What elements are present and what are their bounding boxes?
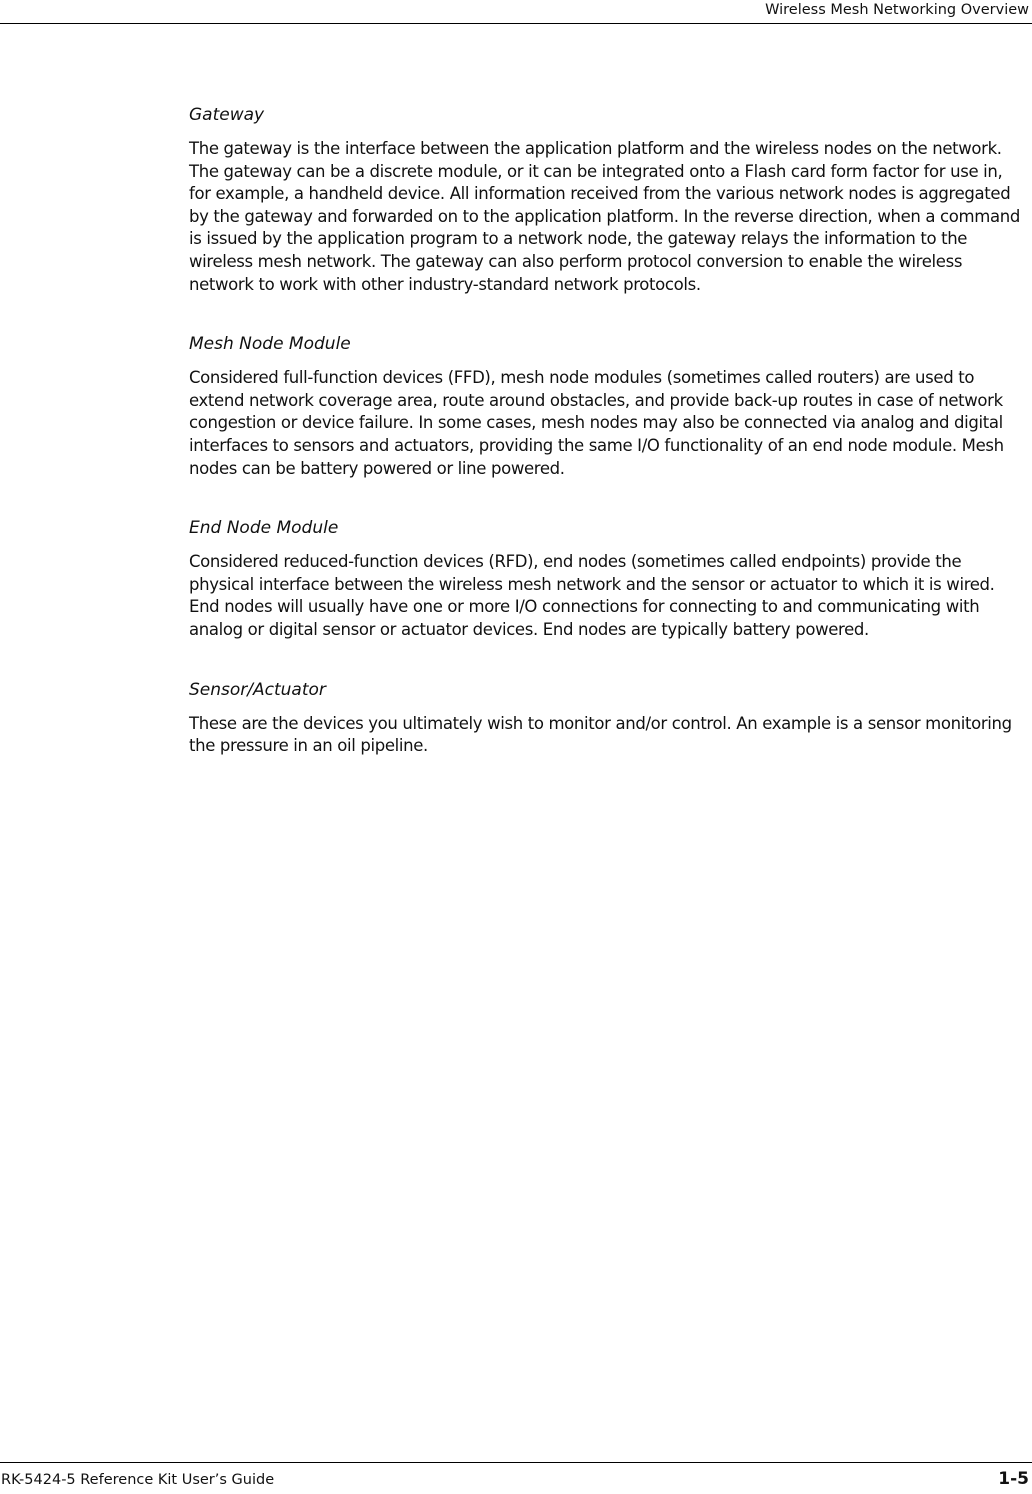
section-title: Sensor/Actuator [189,679,326,700]
section-gateway [189,104,1027,296]
section-body: The gateway is the interface between the application platform and the wireless nodes on the network. The gateway can be a discrete module, or it can be integrated onto a Flash card form factor for use in, for example, a handheld device. All information received from the various network nodes is aggregated by the gateway and forwarded on to the application platform. In the reverse direction, when a command is issued by the application program to a network node, the gateway relays the information to the wireless mesh network. The gateway can also perform protocol conversion to enable the wireless network to work with other industry-standard network protocols. [189,139,1020,294]
running-header-title: Wireless Mesh Networking Overview [765,2,1029,18]
running-footer [0,1462,1032,1494]
section-title: Mesh Node Module [189,334,351,355]
section-sensor-actuator [189,679,1027,758]
section-body: These are the devices you ultimately wish to monitor and/or control. An example is a sensor monitoring the pressure in an oil pipeline. [189,713,1012,756]
page-number: 1-5 [998,1469,1029,1489]
footer-document-title: RK-5424-5 Reference Kit User’s Guide [1,1472,275,1488]
running-header [0,0,1032,24]
section-title: End Node Module [189,518,339,539]
section-body: Considered full-function devices (FFD), mesh node modules (sometimes called routers) are used to extend network coverage area, route around obstacles, and provide back-up routes in case of network congestion or device failure. In some cases, mesh nodes may also be connected via analog and digital interfaces to sensors and actuators, providing the same I/O functionality of an end node module. Mesh nodes can be battery powered or line powered. [189,368,1004,478]
section-body: Considered reduced-function devices (RFD), end nodes (sometimes called endpoints) provide the physical interface between the wireless mesh network and the sensor or actuator to which it is wired. End nodes will usually have one or more I/O connections for connecting to and communicating with analog or digital sensor or actuator devices. End nodes are typically battery powered. [189,552,995,639]
section-end-node-module [189,517,1027,641]
page-content [189,104,1027,795]
section-mesh-node-module [189,333,1027,480]
section-title: Gateway [189,105,265,125]
